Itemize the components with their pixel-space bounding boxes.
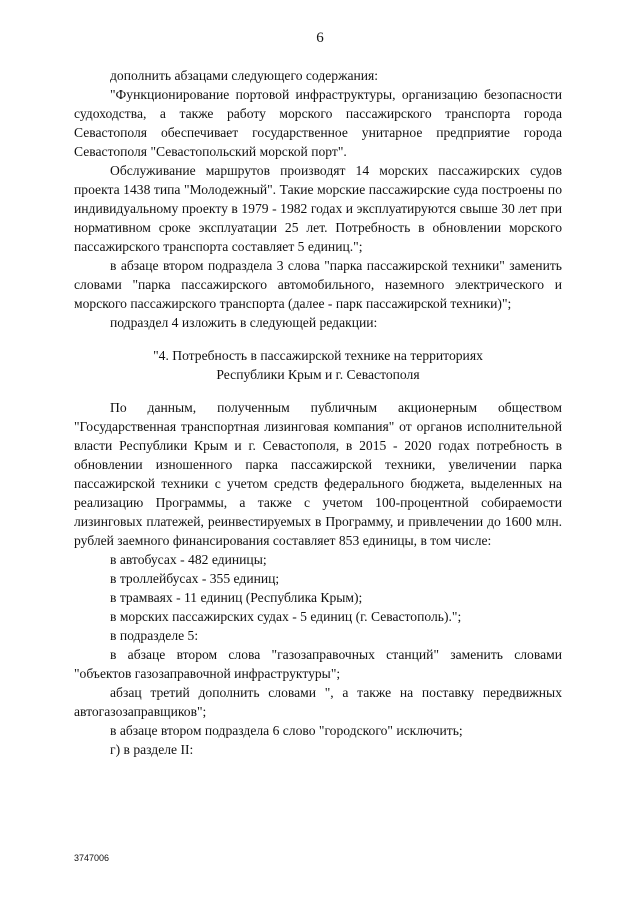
- paragraph: абзац третий дополнить словами ", а также на поставку передвижных автогазозаправщиков";: [74, 685, 562, 719]
- list-item: в трамваях - 11 единиц (Республика Крым);: [110, 590, 363, 605]
- list-item: в автобусах - 482 единицы;: [110, 552, 267, 567]
- paragraph: в абзаце втором подраздела 3 слова "парка пассажирской техники" заменить словами "парка пассажирского автомобильного, наземного электрического и морского пассажирского транспорта (далее - парк пассажирской техники)";: [74, 258, 562, 311]
- paragraph: "Функционирование портовой инфраструктуры, организацию безопасности судоходства, а также работу морского пассажирского транспорта города Севастополя обеспечивает государственное унитарное предприятие города Севастополя "Севастопольский морской порт".: [74, 87, 562, 159]
- list-item: в троллейбусах - 355 единиц;: [110, 571, 280, 586]
- paragraph: подраздел 4 изложить в следующей редакции:: [110, 315, 378, 330]
- document-body: [74, 66, 562, 759]
- paragraph: в подразделе 5:: [110, 628, 199, 643]
- section-heading-line: Республики Крым и г. Севастополя: [216, 367, 420, 382]
- section-heading-line: "4. Потребность в пассажирской технике на территориях: [153, 348, 483, 363]
- paragraph: дополнить абзацами следующего содержания:: [110, 68, 379, 83]
- paragraph: в абзаце втором подраздела 6 слово "городского" исключить;: [110, 723, 463, 738]
- section-heading: [74, 346, 562, 384]
- paragraph: По данным, полученным публичным акционерным обществом "Государственная транспортная лизинговая компания" от органов исполнительной власти Республики Крым и г. Севастополя, в 2015 - 2020 годах потребность в обновлении изношенного парка пассажирской техники, увеличении парка пассажирской техники с учетом средств федерального бюджета, выделенных на реализацию Программы, а также с учетом 100-процентной собираемости лизинговых платежей, реинвестируемых в Программу, и привлечении до 1600 млн. рублей заемного финансирования составляет 853 единицы, в том числе:: [74, 400, 562, 548]
- paragraph: г) в разделе II:: [110, 742, 194, 757]
- document-id: 3747006: [74, 853, 110, 863]
- page-number: 6: [316, 30, 324, 46]
- paragraph: в абзаце втором слова "газозаправочных станций" заменить словами "объектов газозаправочной инфраструктуры";: [74, 647, 562, 681]
- paragraph: Обслуживание маршрутов производят 14 морских пассажирских судов проекта 1438 типа "Молодежный". Такие морские пассажирские суда построены по индивидуальному проекту в 1979 - 1982 годах и эксплуатируются свыше 30 лет при нормативном сроке эксплуатации 25 лет. Потребность в обновлении морского пассажирского транспорта составляет 5 единиц.";: [74, 163, 562, 254]
- list-item: в морских пассажирских судах - 5 единиц (г. Севастополь).";: [110, 609, 462, 624]
